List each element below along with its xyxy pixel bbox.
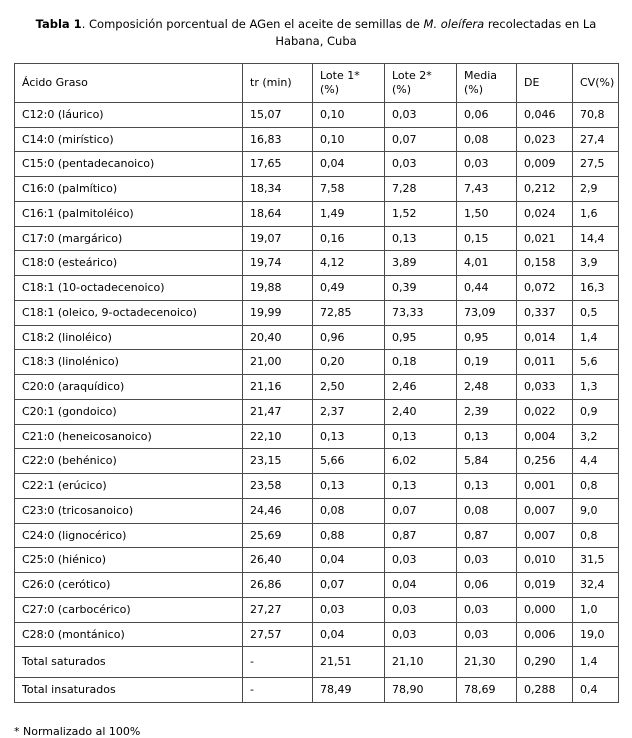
cell-media: 0,13 [457, 424, 517, 449]
cell-cv: 1,4 [573, 647, 619, 678]
cell-lote1: 0,88 [313, 523, 385, 548]
cell-acido-graso: C26:0 (cerótico) [15, 573, 243, 598]
cell-tr: 25,69 [243, 523, 313, 548]
cell-cv: 0,8 [573, 474, 619, 499]
cell-media: 0,03 [457, 597, 517, 622]
cell-tr: 20,40 [243, 325, 313, 350]
cell-lote1: 0,10 [313, 102, 385, 127]
cell-lote2: 2,46 [385, 375, 457, 400]
cell-tr: 21,47 [243, 399, 313, 424]
cell-lote2: 78,90 [385, 678, 457, 703]
cell-cv: 2,9 [573, 177, 619, 202]
table-row [15, 325, 619, 350]
cell-lote1: 21,51 [313, 647, 385, 678]
cell-acido-graso: C18:1 (10-octadecenoico) [15, 276, 243, 301]
cell-cv: 4,4 [573, 449, 619, 474]
table-row [15, 350, 619, 375]
table-row [15, 177, 619, 202]
cell-tr: 22,10 [243, 424, 313, 449]
cell-acido-graso: C12:0 (láurico) [15, 102, 243, 127]
cell-media: 5,84 [457, 449, 517, 474]
cell-tr: 15,07 [243, 102, 313, 127]
table-row-total-saturados [15, 647, 619, 678]
cell-lote2: 0,03 [385, 102, 457, 127]
cell-de: 0,022 [517, 399, 573, 424]
caption-text-part2: recolectadas en La Habana, Cuba [275, 17, 597, 48]
cell-lote2: 0,39 [385, 276, 457, 301]
cell-tr: 21,00 [243, 350, 313, 375]
cell-de: 0,158 [517, 251, 573, 276]
cell-media: 0,19 [457, 350, 517, 375]
cell-acido-graso: C16:1 (palmitoléico) [15, 201, 243, 226]
cell-de: 0,000 [517, 597, 573, 622]
cell-acido-graso: C22:0 (behénico) [15, 449, 243, 474]
cell-acido-graso: C22:1 (erúcico) [15, 474, 243, 499]
cell-lote2: 0,03 [385, 548, 457, 573]
cell-cv: 16,3 [573, 276, 619, 301]
table-row [15, 548, 619, 573]
cell-de: 0,212 [517, 177, 573, 202]
cell-lote2: 73,33 [385, 300, 457, 325]
cell-acido-graso: C18:3 (linolénico) [15, 350, 243, 375]
cell-acido-graso: C17:0 (margárico) [15, 226, 243, 251]
cell-lote2: 0,04 [385, 573, 457, 598]
table-row [15, 300, 619, 325]
caption-label: Tabla 1 [35, 17, 82, 31]
column-header-acido-graso: Ácido Graso [15, 64, 243, 103]
table-row [15, 523, 619, 548]
cell-tr: 23,15 [243, 449, 313, 474]
cell-lote2: 0,03 [385, 152, 457, 177]
cell-acido-graso: C15:0 (pentadecanoico) [15, 152, 243, 177]
cell-media: 0,13 [457, 474, 517, 499]
cell-cv: 0,8 [573, 523, 619, 548]
cell-lote1: 0,20 [313, 350, 385, 375]
cell-lote1: 0,96 [313, 325, 385, 350]
cell-cv: 1,3 [573, 375, 619, 400]
cell-lote1: 0,03 [313, 597, 385, 622]
table-row [15, 399, 619, 424]
table-row [15, 226, 619, 251]
cell-media: 0,03 [457, 548, 517, 573]
caption-species-name: M. oleífera [423, 17, 485, 31]
cell-de: 0,007 [517, 523, 573, 548]
cell-lote2: 0,03 [385, 597, 457, 622]
cell-de: 0,011 [517, 350, 573, 375]
cell-cv: 1,6 [573, 201, 619, 226]
cell-de: 0,019 [517, 573, 573, 598]
table-row [15, 127, 619, 152]
table-row [15, 573, 619, 598]
cell-cv: 9,0 [573, 498, 619, 523]
cell-acido-graso: Total insaturados [15, 678, 243, 703]
table-caption [26, 16, 606, 49]
cell-acido-graso: C18:1 (oleico, 9-octadecenoico) [15, 300, 243, 325]
cell-lote1: 0,04 [313, 152, 385, 177]
cell-tr: 19,07 [243, 226, 313, 251]
cell-lote2: 1,52 [385, 201, 457, 226]
cell-media: 21,30 [457, 647, 517, 678]
cell-de: 0,021 [517, 226, 573, 251]
cell-cv: 19,0 [573, 622, 619, 647]
cell-tr: - [243, 678, 313, 703]
cell-media: 7,43 [457, 177, 517, 202]
cell-acido-graso: C21:0 (heneicosanoico) [15, 424, 243, 449]
cell-lote2: 0,07 [385, 127, 457, 152]
cell-tr: 26,40 [243, 548, 313, 573]
cell-media: 78,69 [457, 678, 517, 703]
cell-lote1: 2,37 [313, 399, 385, 424]
cell-acido-graso: Total saturados [15, 647, 243, 678]
table-row [15, 597, 619, 622]
cell-lote1: 0,08 [313, 498, 385, 523]
cell-tr: 26,86 [243, 573, 313, 598]
cell-cv: 5,6 [573, 350, 619, 375]
cell-lote2: 0,13 [385, 226, 457, 251]
cell-cv: 1,4 [573, 325, 619, 350]
table-row [15, 251, 619, 276]
cell-de: 0,014 [517, 325, 573, 350]
cell-tr: 21,16 [243, 375, 313, 400]
cell-lote1: 78,49 [313, 678, 385, 703]
cell-lote1: 72,85 [313, 300, 385, 325]
cell-media: 0,95 [457, 325, 517, 350]
cell-lote1: 0,04 [313, 622, 385, 647]
column-header-media: Media (%) [457, 64, 517, 103]
table-row-total-insaturados [15, 678, 619, 703]
cell-tr: 24,46 [243, 498, 313, 523]
cell-cv: 3,2 [573, 424, 619, 449]
table-footnote: * Normalizado al 100% [14, 725, 141, 738]
cell-cv: 14,4 [573, 226, 619, 251]
cell-cv: 0,5 [573, 300, 619, 325]
cell-de: 0,007 [517, 498, 573, 523]
cell-media: 0,15 [457, 226, 517, 251]
cell-acido-graso: C18:0 (esteárico) [15, 251, 243, 276]
table-row [15, 201, 619, 226]
cell-tr: 19,99 [243, 300, 313, 325]
cell-cv: 70,8 [573, 102, 619, 127]
cell-cv: 0,4 [573, 678, 619, 703]
cell-media: 0,87 [457, 523, 517, 548]
cell-de: 0,004 [517, 424, 573, 449]
cell-lote2: 0,13 [385, 424, 457, 449]
cell-de: 0,290 [517, 647, 573, 678]
cell-tr: 19,88 [243, 276, 313, 301]
cell-lote2: 0,18 [385, 350, 457, 375]
cell-lote2: 0,13 [385, 474, 457, 499]
cell-media: 1,50 [457, 201, 517, 226]
cell-tr: 17,65 [243, 152, 313, 177]
cell-tr: 27,27 [243, 597, 313, 622]
cell-de: 0,010 [517, 548, 573, 573]
cell-acido-graso: C20:0 (araquídico) [15, 375, 243, 400]
cell-tr: 23,58 [243, 474, 313, 499]
cell-media: 0,44 [457, 276, 517, 301]
cell-cv: 31,5 [573, 548, 619, 573]
cell-media: 0,08 [457, 498, 517, 523]
cell-de: 0,046 [517, 102, 573, 127]
cell-lote2: 0,95 [385, 325, 457, 350]
cell-de: 0,024 [517, 201, 573, 226]
cell-lote1: 1,49 [313, 201, 385, 226]
cell-media: 0,03 [457, 622, 517, 647]
cell-media: 2,48 [457, 375, 517, 400]
cell-media: 73,09 [457, 300, 517, 325]
cell-tr: 16,83 [243, 127, 313, 152]
column-header-tr: tr (min) [243, 64, 313, 103]
table-header-row [15, 64, 619, 103]
cell-acido-graso: C23:0 (tricosanoico) [15, 498, 243, 523]
cell-cv: 1,0 [573, 597, 619, 622]
cell-lote1: 2,50 [313, 375, 385, 400]
column-header-cv: CV(%) [573, 64, 619, 103]
cell-lote2: 2,40 [385, 399, 457, 424]
cell-acido-graso: C18:2 (linoléico) [15, 325, 243, 350]
cell-de: 0,023 [517, 127, 573, 152]
column-header-lote1: Lote 1* (%) [313, 64, 385, 103]
cell-acido-graso: C25:0 (hiénico) [15, 548, 243, 573]
cell-acido-graso: C28:0 (montánico) [15, 622, 243, 647]
cell-lote2: 0,03 [385, 622, 457, 647]
cell-lote1: 4,12 [313, 251, 385, 276]
column-header-lote2: Lote 2* (%) [385, 64, 457, 103]
cell-de: 0,006 [517, 622, 573, 647]
column-header-de: DE [517, 64, 573, 103]
table-body [15, 102, 619, 702]
table-row [15, 622, 619, 647]
cell-media: 4,01 [457, 251, 517, 276]
cell-de: 0,337 [517, 300, 573, 325]
cell-media: 2,39 [457, 399, 517, 424]
cell-tr: 18,64 [243, 201, 313, 226]
cell-lote2: 6,02 [385, 449, 457, 474]
cell-lote2: 7,28 [385, 177, 457, 202]
cell-lote1: 0,07 [313, 573, 385, 598]
table-row [15, 474, 619, 499]
table-row [15, 102, 619, 127]
table-row [15, 375, 619, 400]
cell-de: 0,072 [517, 276, 573, 301]
cell-lote2: 21,10 [385, 647, 457, 678]
cell-lote1: 0,10 [313, 127, 385, 152]
table-row [15, 276, 619, 301]
cell-tr: 19,74 [243, 251, 313, 276]
cell-acido-graso: C24:0 (lignocérico) [15, 523, 243, 548]
cell-media: 0,06 [457, 102, 517, 127]
cell-de: 0,256 [517, 449, 573, 474]
fatty-acid-composition-table [14, 63, 619, 703]
cell-lote1: 0,13 [313, 474, 385, 499]
cell-media: 0,06 [457, 573, 517, 598]
cell-de: 0,288 [517, 678, 573, 703]
cell-cv: 32,4 [573, 573, 619, 598]
cell-cv: 27,5 [573, 152, 619, 177]
cell-media: 0,08 [457, 127, 517, 152]
table-row [15, 498, 619, 523]
table-row [15, 152, 619, 177]
cell-acido-graso: C27:0 (carbocérico) [15, 597, 243, 622]
cell-lote2: 3,89 [385, 251, 457, 276]
cell-de: 0,009 [517, 152, 573, 177]
cell-lote1: 0,13 [313, 424, 385, 449]
table-row [15, 424, 619, 449]
cell-lote1: 7,58 [313, 177, 385, 202]
cell-acido-graso: C20:1 (gondoico) [15, 399, 243, 424]
cell-lote2: 0,87 [385, 523, 457, 548]
cell-lote1: 0,16 [313, 226, 385, 251]
cell-lote1: 0,49 [313, 276, 385, 301]
cell-acido-graso: C14:0 (mirístico) [15, 127, 243, 152]
caption-text-part1: . Composición porcentual de AGen el aceite de semillas de [81, 17, 424, 31]
cell-tr: - [243, 647, 313, 678]
cell-tr: 27,57 [243, 622, 313, 647]
cell-cv: 0,9 [573, 399, 619, 424]
cell-tr: 18,34 [243, 177, 313, 202]
cell-lote1: 5,66 [313, 449, 385, 474]
cell-de: 0,001 [517, 474, 573, 499]
cell-lote1: 0,04 [313, 548, 385, 573]
cell-media: 0,03 [457, 152, 517, 177]
cell-lote2: 0,07 [385, 498, 457, 523]
cell-de: 0,033 [517, 375, 573, 400]
cell-cv: 3,9 [573, 251, 619, 276]
cell-acido-graso: C16:0 (palmítico) [15, 177, 243, 202]
table-row [15, 449, 619, 474]
cell-cv: 27,4 [573, 127, 619, 152]
